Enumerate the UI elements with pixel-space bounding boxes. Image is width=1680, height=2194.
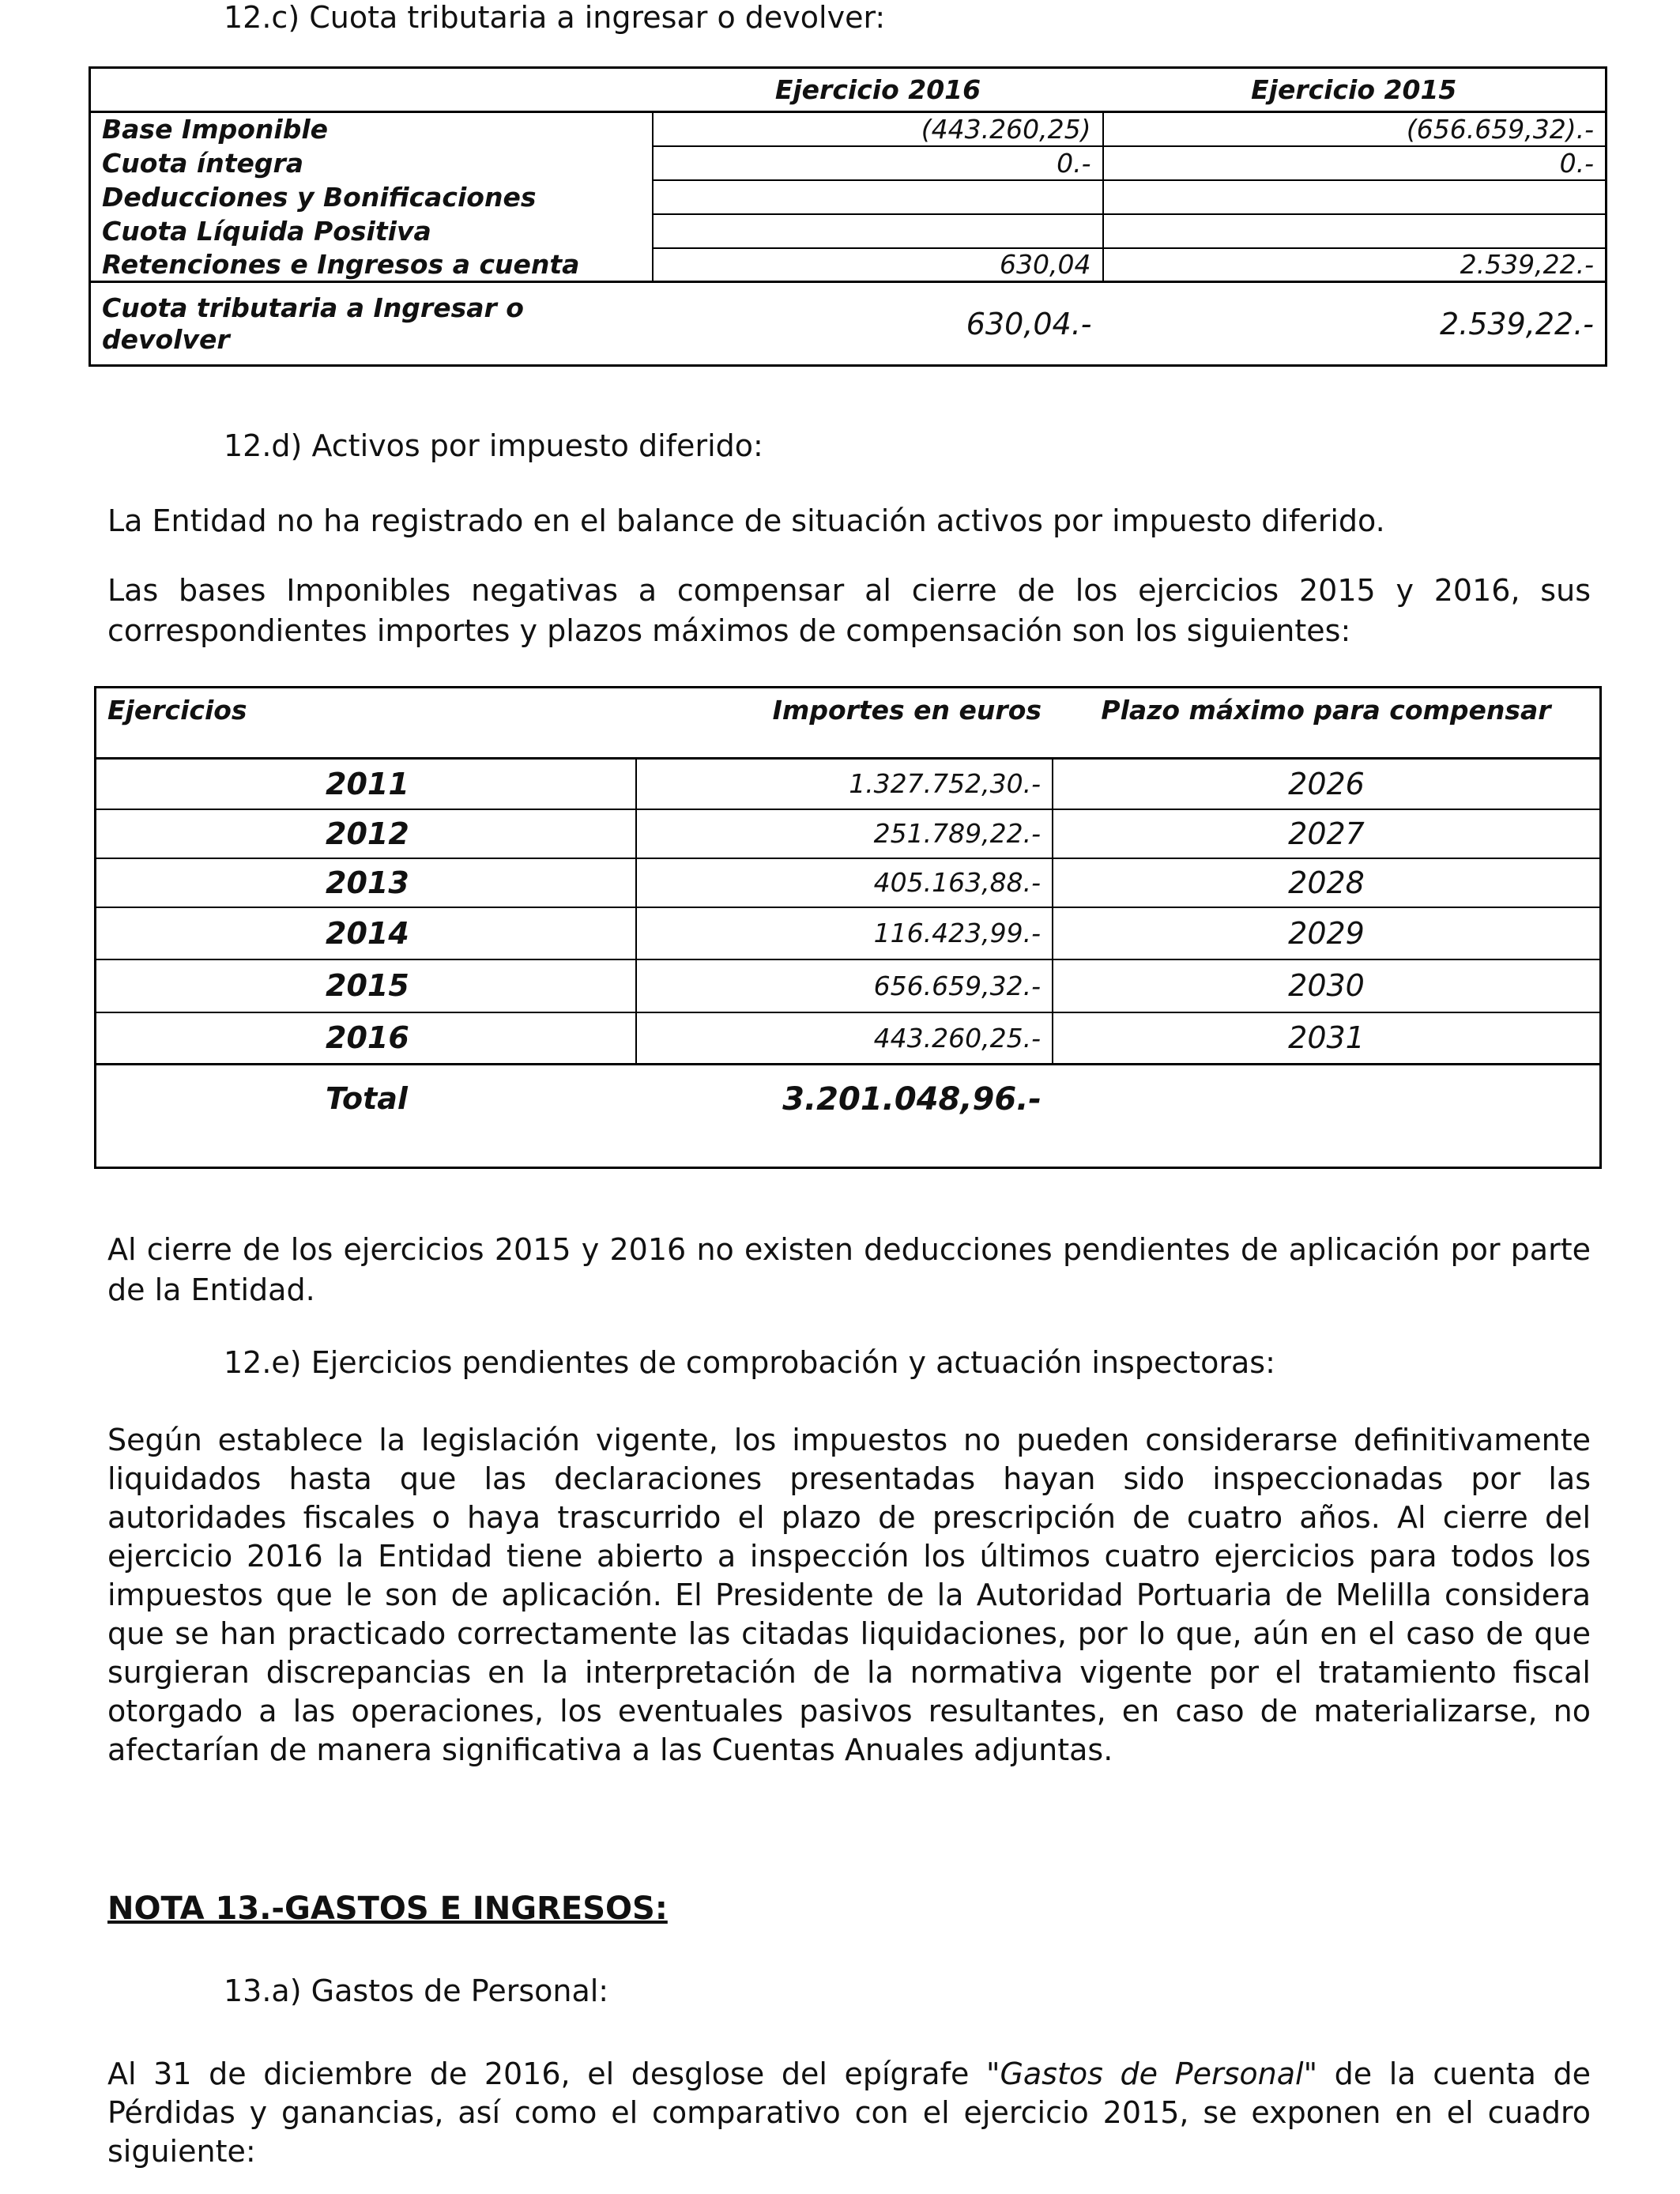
table-row <box>96 858 1601 907</box>
paragraph-deducciones: Al cierre de los ejercicios 2015 y 2016 no existen deducciones pendientes de aplicación por parte de la Entidad. <box>107 1232 1591 1307</box>
table-row <box>90 146 1607 180</box>
table-row <box>90 248 1607 282</box>
header-importes: Importes en euros <box>772 695 1042 726</box>
plazo-cell: 2027 <box>1053 809 1600 858</box>
amount-cell: 443.260,25.- <box>636 1012 1053 1065</box>
table-header-row <box>90 68 1607 112</box>
row-label: Retenciones e Ingresos a cuenta <box>90 248 654 282</box>
paragraph-bases-imponibles: Las bases Imponibles negativas a compensar al cierre de los ejercicios 2015 y 2016, sus correspondientes importes y plazos máximos de compensación son los siguientes: <box>107 573 1591 648</box>
year-cell: 2012 <box>96 809 636 858</box>
section-12d-heading: 12.d) Activos por impuesto diferido: <box>224 428 763 463</box>
plazo-cell: 2026 <box>1053 759 1600 809</box>
table-row <box>96 1012 1601 1065</box>
cell-2016 <box>653 214 1102 248</box>
table-header-row <box>96 688 1601 759</box>
total-row <box>96 1065 1601 1168</box>
table-row <box>96 809 1601 858</box>
table-row <box>90 214 1607 248</box>
cell-2015: 2.539,22.- <box>1103 248 1607 282</box>
amount-cell: 405.163,88.- <box>636 858 1053 907</box>
year-cell: 2011 <box>96 759 636 809</box>
year-cell: 2014 <box>96 907 636 959</box>
year-cell: 2016 <box>96 1012 636 1065</box>
row-label: Base Imponible <box>90 112 654 146</box>
year-cell: 2015 <box>96 959 636 1012</box>
cell-2016: (443.260,25) <box>653 112 1102 146</box>
col-header-2015: Ejercicio 2015 <box>1251 74 1457 105</box>
header-ejercicios: Ejercicios <box>107 695 247 726</box>
total-row <box>90 282 1607 366</box>
section-13a-heading: 13.a) Gastos de Personal: <box>224 1973 609 2008</box>
plazo-cell: 2028 <box>1053 858 1600 907</box>
cell-2015 <box>1103 214 1607 248</box>
paragraph-inspeccion: Según establece la legislación vigente, los impuestos no pueden considerarse definitivamente liquidados hasta que las declaraciones presentadas hayan sido inspeccionadas por las autoridades fiscales o haya trascurrido el plazo de prescripción de cuatro años. Al cierre del ejercicio 2016 la Entidad tiene abierto a inspección los últimos cuatro ejercicios para todos los impuestos que le son de aplicación. El Presidente de la Autoridad Portuaria de Melilla considera que se han practicado correctamente las citadas liquidaciones, por lo que, aún en el caso de que surgieran discrepancias en la interpretación de la normativa vigente por el tratamiento fiscal otorgado a las operaciones, los eventuales pasivos resultantes, en caso de materializarse, no afectarían de manera significativa a las Cuentas Anuales adjuntas. <box>107 1423 1591 1767</box>
row-label: Deducciones y Bonificaciones <box>90 180 654 214</box>
cell-2015: 0.- <box>1103 146 1607 180</box>
total-label: Cuota tributaria a Ingresar o devolver <box>102 292 524 355</box>
total-label: Total <box>326 1081 408 1116</box>
amount-cell: 656.659,32.- <box>636 959 1053 1012</box>
total-2016: 630,04.- <box>966 306 1092 341</box>
table-row <box>96 759 1601 809</box>
paragraph-activos: La Entidad no ha registrado en el balance de situación activos por impuesto diferido. <box>107 503 1385 538</box>
row-label: Cuota Líquida Positiva <box>90 214 654 248</box>
paragraph-italic-term: Gastos de Personal <box>1000 2056 1304 2091</box>
cuota-tributaria-table <box>89 66 1607 367</box>
table-row <box>96 959 1601 1012</box>
paragraph-gastos-personal <box>107 2055 1591 2171</box>
cell-2016: 630,04 <box>653 248 1102 282</box>
amount-cell: 251.789,22.- <box>636 809 1053 858</box>
row-label: Cuota íntegra <box>90 146 654 180</box>
section-12e-heading: 12.e) Ejercicios pendientes de comprobación y actuación inspectoras: <box>224 1345 1275 1380</box>
plazo-cell: 2030 <box>1053 959 1600 1012</box>
header-plazo: Plazo máximo para compensar <box>1101 695 1551 726</box>
plazo-cell: 2029 <box>1053 907 1600 959</box>
cell-2015: (656.659,32).- <box>1103 112 1607 146</box>
cell-2015 <box>1103 180 1607 214</box>
amount-cell: 116.423,99.- <box>636 907 1053 959</box>
col-header-2016: Ejercicio 2016 <box>774 74 981 105</box>
total-amount: 3.201.048,96.- <box>782 1081 1042 1118</box>
bases-negativas-table <box>94 686 1602 1169</box>
table-row <box>90 112 1607 146</box>
cell-2016: 0.- <box>653 146 1102 180</box>
amount-cell: 1.327.752,30.- <box>636 759 1053 809</box>
paragraph-text-start: Al 31 de diciembre de 2016, el desglose del epígrafe " <box>107 2056 1000 2091</box>
table-row <box>90 180 1607 214</box>
table-row <box>96 907 1601 959</box>
total-2015: 2.539,22.- <box>1439 306 1594 341</box>
plazo-cell: 2031 <box>1053 1012 1600 1065</box>
nota-13-heading: NOTA 13.-GASTOS E INGRESOS: <box>107 1891 668 1927</box>
year-cell: 2013 <box>96 858 636 907</box>
section-12c-heading: 12.c) Cuota tributaria a ingresar o devolver: <box>224 0 886 35</box>
paragraph-text-end: " de la cuenta de Pérdidas y ganancias, así como el comparativo con el ejercicio 2015, se exponen en el cuadro siguiente: <box>107 2056 1591 2169</box>
cell-2016 <box>653 180 1102 214</box>
